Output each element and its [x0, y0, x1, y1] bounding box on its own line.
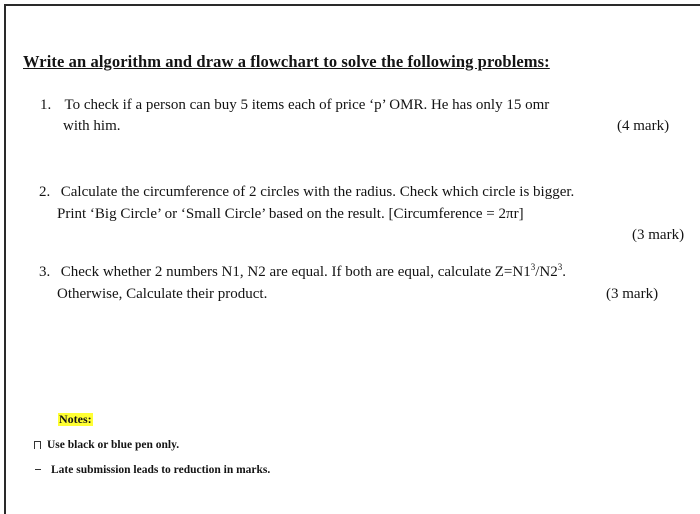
- question-3-text-end: .: [562, 264, 566, 280]
- question-2-number: 2.: [39, 184, 51, 200]
- question-3-sup-2: 3: [557, 262, 563, 272]
- question-2-mark: (3 mark): [632, 227, 685, 243]
- question-3-number: 3.: [39, 264, 51, 280]
- question-2-line-1: [39, 185, 574, 200]
- question-3-mark: (3 mark): [606, 286, 659, 302]
- assignment-title: Write an algorithm and draw a flowchart to solve the following problems:: [23, 52, 550, 71]
- note-item-1: [34, 440, 179, 452]
- question-3-text-1: Check whether 2 numbers N1, N2 are equal. If both are equal, calculate Z=N1: [60, 264, 531, 280]
- question-2-text-1: Calculate the circumference of 2 circles with the radius. Check which circle is bigger.: [60, 184, 575, 200]
- question-1-line-1: [40, 98, 549, 113]
- question-3-text-mid: /N2: [535, 264, 558, 280]
- document-frame: [4, 4, 700, 514]
- question-3-text-2: Otherwise, Calculate their product.: [57, 286, 268, 302]
- question-3-sup-1: 3: [530, 262, 536, 272]
- question-1-mark: (4 mark): [617, 118, 670, 134]
- checkbox-icon: [34, 441, 41, 449]
- note-item-2-text: Late submission leads to reduction in marks.: [51, 464, 271, 476]
- question-1-text-2: with him.: [63, 118, 121, 134]
- question-1-text-1: To check if a person can buy 5 items each of price ‘p’ OMR. He has only 15 omr: [64, 97, 550, 113]
- question-3-line-1: [39, 262, 566, 280]
- note-item-2: [34, 465, 270, 477]
- dash-bullet-icon: [35, 469, 41, 470]
- question-2-text-2: Print ‘Big Circle’ or ‘Small Circle’ based on the result. [Circumference = 2πr]: [57, 206, 524, 222]
- question-1-number: 1.: [40, 97, 52, 113]
- notes-label: Notes:: [59, 412, 92, 426]
- note-item-1-text: Use black or blue pen only.: [47, 439, 180, 451]
